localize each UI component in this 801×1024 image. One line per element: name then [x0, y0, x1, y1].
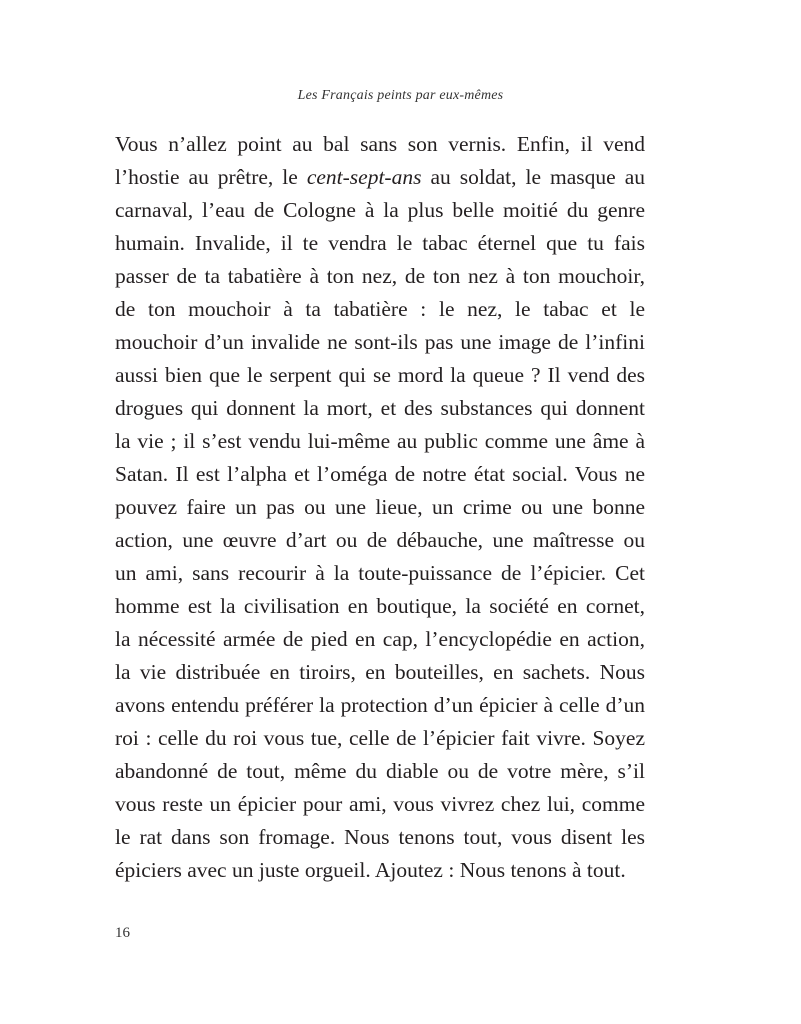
text-line: passer de ta tabatière à ton nez, de ton nez à ton mouchoir, — [115, 264, 645, 288]
text-line: pouvez faire un pas ou une lieue, un crime ou une bonne — [115, 495, 645, 519]
text-line: l’hostie au prêtre, le cent-sept-ans au soldat, le masque au — [115, 165, 645, 189]
text-line: action, une œuvre d’art ou de débauche, une maîtresse ou — [115, 528, 645, 552]
text-line: roi : celle du roi vous tue, celle de l’épicier fait vivre. Soyez — [115, 726, 645, 750]
text-line: avons entendu préférer la protection d’un épicier à celle d’un — [115, 693, 645, 717]
text-line: humain. Invalide, il te vendra le tabac éternel que tu fais — [115, 231, 645, 255]
text-line: la vie distribuée en tiroirs, en bouteilles, en sachets. Nous — [115, 660, 645, 684]
text-line: aussi bien que le serpent qui se mord la queue ? Il vend des — [115, 363, 645, 387]
running-head: Les Français peints par eux-mêmes — [297, 88, 504, 103]
text-line: homme est la civilisation en boutique, la société en cornet, — [115, 594, 645, 618]
body-text — [115, 128, 645, 887]
text-line: le rat dans son fromage. Nous tenons tout, vous disent les — [115, 825, 645, 849]
text-line: drogues qui donnent la mort, et des substances qui donnent — [115, 396, 645, 420]
text-line: Satan. Il est l’alpha et l’oméga de notre état social. Vous ne — [115, 462, 645, 486]
italic-term: cent-sept-ans — [306, 165, 422, 189]
text-line: Vous n’allez point au bal sans son vernis. Enfin, il vend — [115, 132, 645, 156]
text-line: la vie ; il s’est vendu lui-même au public comme une âme à — [115, 429, 645, 453]
text-line: carnaval, l’eau de Cologne à la plus belle moitié du genre — [115, 198, 645, 222]
text-line: abandonné de tout, même du diable ou de votre mère, s’il — [115, 759, 645, 783]
text-line-last: épiciers avec un juste orgueil. Ajoutez : Nous tenons à tout. — [115, 858, 626, 882]
text-line: un ami, sans recourir à la toute-puissance de l’épicier. Cet — [115, 561, 645, 585]
text-line: mouchoir d’un invalide ne sont-ils pas une image de l’infini — [115, 330, 645, 354]
text-line: vous reste un épicier pour ami, vous vivrez chez lui, comme — [115, 792, 645, 816]
text-line: la nécessité armée de pied en cap, l’encyclopédie en action, — [115, 627, 645, 651]
text-line: de ton mouchoir à ta tabatière : le nez, le tabac et le — [115, 297, 645, 321]
page-number: 16 — [115, 925, 130, 941]
